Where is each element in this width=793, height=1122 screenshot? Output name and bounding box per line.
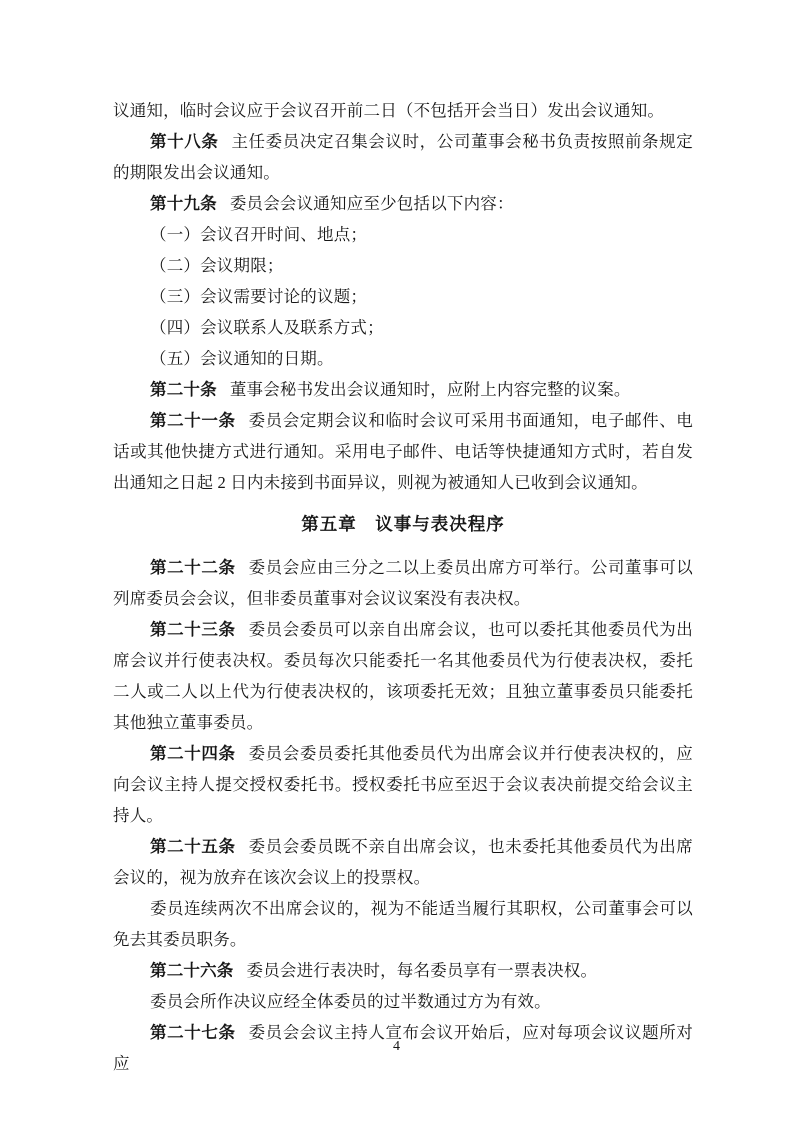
article-number: 第二十条 (150, 380, 217, 399)
paragraph (113, 955, 693, 986)
article-text: 董事会秘书发出会议通知时，应附上内容完整的议案。 (229, 380, 631, 399)
paragraph (113, 552, 693, 614)
article-number: 第二十三条 (150, 620, 236, 639)
article-text: 委员会进行表决时，每名委员享有一票表决权。 (246, 961, 598, 980)
article-text: 委员会应由三分之二以上委员出席方可举行。公司董事可以列席委员会会议，但非委员董事对会议议案没有表决权。 (113, 558, 694, 608)
paragraph: （五）会议通知的日期。 (150, 349, 334, 368)
article-text: 主任委员决定召集会议时，公司董事会秘书负责按照前条规定的期限发出会议通知。 (113, 132, 693, 182)
article-number: 第二十二条 (150, 558, 236, 577)
article-number: 第十八条 (150, 132, 219, 151)
chapter-heading: 第五章 议事与表决程序 (301, 514, 505, 534)
paragraph (113, 126, 693, 188)
page-footer (0, 1038, 793, 1056)
article-number: 第二十四条 (150, 744, 236, 763)
paragraph (113, 374, 693, 405)
paragraph: （三）会议需要讨论的议题； (150, 287, 368, 306)
article-number: 第二十六条 (150, 961, 234, 980)
paragraph: 委员会所作决议应经全体委员的过半数通过方为有效。 (150, 992, 551, 1011)
paragraph (113, 614, 693, 738)
article-text: 委员会委员既不亲自出席会议，也未委托其他委员代为出席会议的，视为放弃在该次会议上的投票权。 (113, 837, 694, 887)
article-number: 第十九条 (150, 194, 217, 213)
paragraph: （一）会议召开时间、地点； (150, 225, 368, 244)
paragraph (113, 188, 693, 219)
paragraph: （四）会议联系人及联系方式； (150, 318, 384, 337)
paragraph: （二）会议期限； (150, 256, 284, 275)
article-text: 委员会会议主持人宣布会议开始后，应对每项会议议题所对应 (113, 1023, 694, 1073)
article-text: 委员会会议通知应至少包括以下内容： (229, 194, 514, 213)
article-text: 委员会定期会议和临时会议可采用书面通知，电子邮件、电话或其他快捷方式进行通知。采用电子邮件、电话等快捷通知方式时，若自发出通知之日起 2 日内未接到书面异议，则视为被通知人已收到会议通知。 (113, 411, 694, 492)
page-number: 4 (393, 1039, 400, 1054)
paragraph (113, 405, 693, 498)
paragraph: 委员连续两次不出席会议的，视为不能适当履行其职权，公司董事会可以免去其委员职务。 (113, 899, 693, 949)
document-body (113, 0, 693, 1079)
article-text: 委员会委员委托其他委员代为出席会议并行使表决权的，应向会议主持人提交授权委托书。授权委托书应至迟于会议表决前提交给会议主持人。 (113, 744, 694, 825)
article-number: 第二十五条 (150, 837, 236, 856)
paragraph (113, 831, 693, 893)
paragraph (113, 738, 693, 831)
paragraph: 议通知，临时会议应于会议召开前二日（不包括开会当日）发出会议通知。 (113, 101, 665, 120)
article-text: 委员会委员可以亲自出席会议，也可以委托其他委员代为出席会议并行使表决权。委员每次只能委托一名其他委员代为行使表决权，委托二人或二人以上代为行使表决权的，该项委托无效；且独立董事委员只能委托其他独立董事委员。 (113, 620, 694, 732)
article-number: 第二十一条 (150, 411, 236, 430)
article-number: 第二十七条 (150, 1023, 236, 1042)
